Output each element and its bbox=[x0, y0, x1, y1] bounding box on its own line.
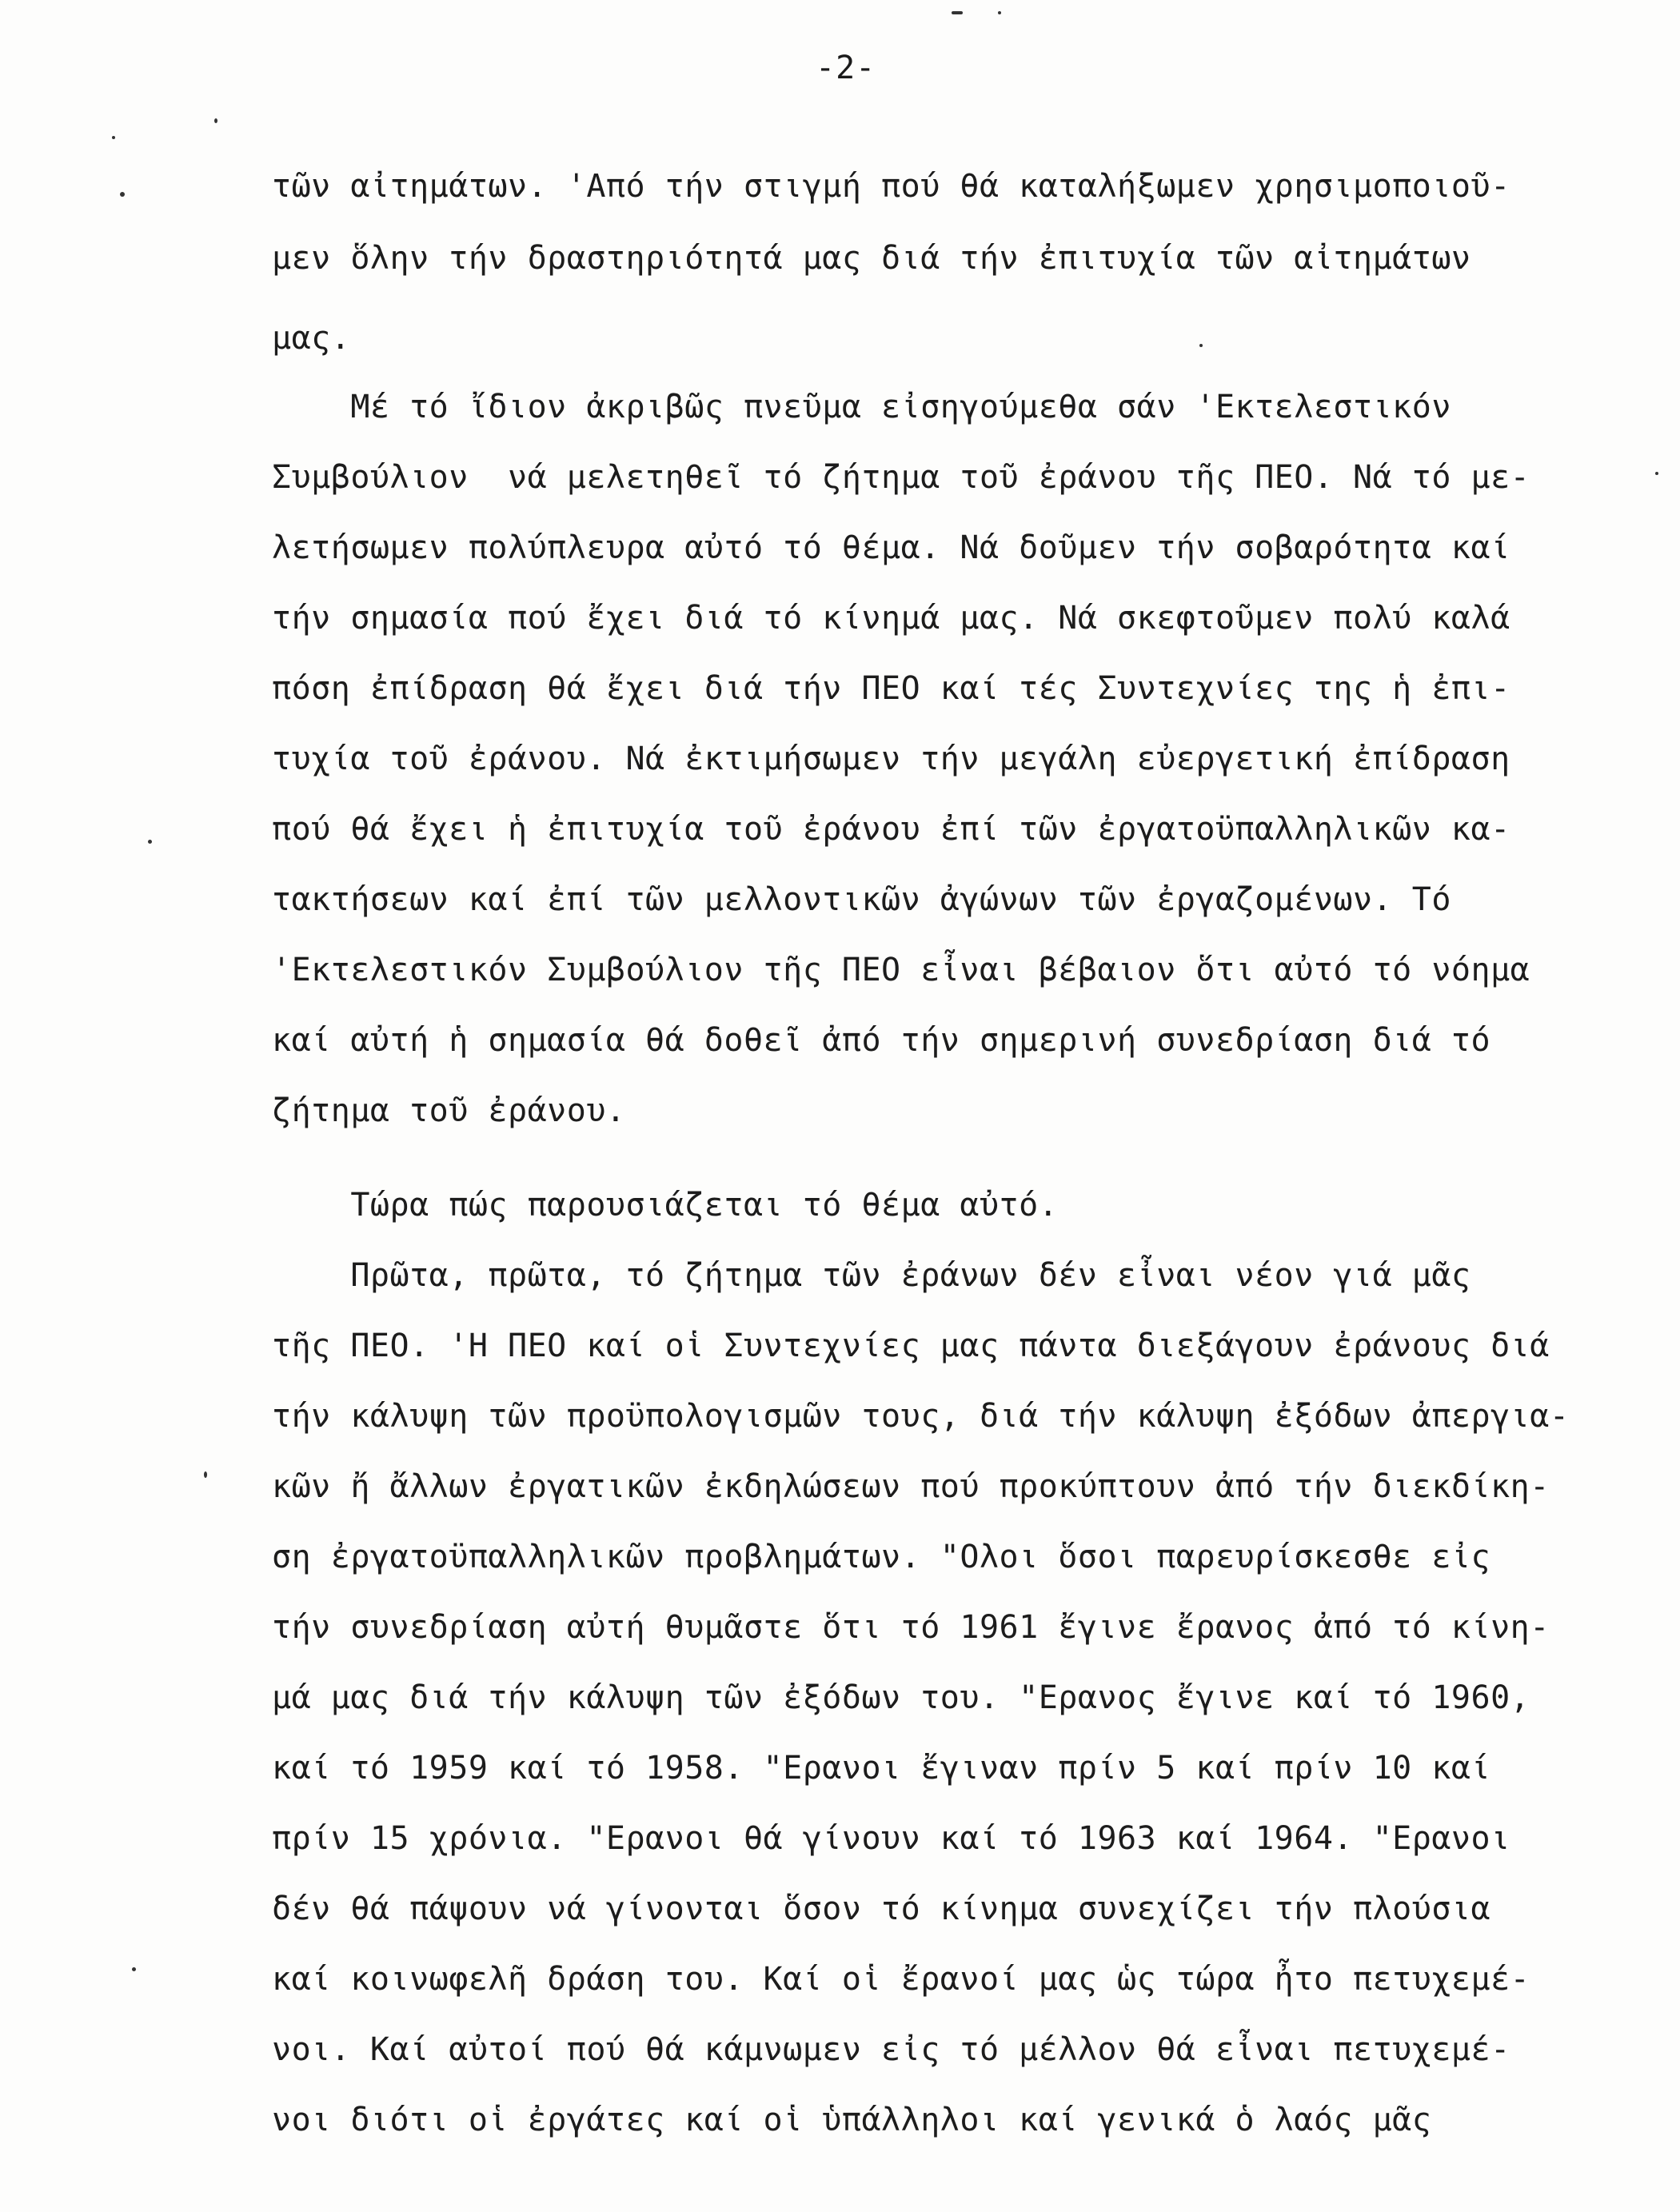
scan-speck bbox=[1199, 344, 1203, 347]
scan-speck bbox=[132, 1967, 136, 1971]
scan-speck bbox=[204, 1471, 207, 1478]
scan-speck bbox=[1655, 472, 1658, 475]
text-line: πού θά ἔχει ἡ ἐπιτυχία τοῦ ἐράνου ἐπί τῶν ἐργατοϋπαλληλικῶν κα- bbox=[272, 811, 1510, 848]
text-line: Συμβούλιον νά μελετηθεῖ τό ζήτημα τοῦ ἐράνου τῆς ΠΕΟ. Νά τό με- bbox=[272, 459, 1530, 496]
text-line: Τώρα πώς παρουσιάζεται τό θέμα αὐτό. bbox=[272, 1187, 1059, 1224]
scan-speck bbox=[112, 136, 115, 139]
text-line: ζήτημα τοῦ ἐράνου. bbox=[272, 1092, 626, 1129]
text-line: λετήσωμεν πολύπλευρα αὐτό τό θέμα. Νά δοῦμεν τήν σοβαρότητα καί bbox=[272, 529, 1510, 566]
text-line: τακτήσεων καί ἐπί τῶν μελλοντικῶν ἀγώνων τῶν ἐργαζομένων. Τό bbox=[272, 881, 1451, 918]
text-line: ση ἐργατοϋπαλληλικῶν προβλημάτων. "Ολοι ὅσοι παρευρίσκεσθε εἰς bbox=[272, 1539, 1491, 1575]
scan-speck bbox=[214, 118, 217, 123]
text-line: τήν κάλυψη τῶν προϋπολογισμῶν τους, διά τήν κάλυψη ἐξόδων ἀπεργια- bbox=[272, 1398, 1570, 1435]
text-line: μας. bbox=[272, 320, 351, 357]
text-line: καί κοινωφελῆ δράση του. Καί οἱ ἔρανοί μας ὡς τώρα ἦτο πετυχεμέ- bbox=[272, 1961, 1530, 1998]
text-line: μεν ὅλην τήν δραστηριότητά μας διά τήν ἐπιτυχία τῶν αἰτημάτων bbox=[272, 240, 1471, 277]
text-line: 'Εκτελεστικόν Συμβούλιον τῆς ΠΕΟ εἶναι βέβαιον ὅτι αὐτό τό νόημα bbox=[272, 952, 1530, 988]
text-line: τήν σημασία πού ἔχει διά τό κίνημά μας. Νά σκεφτοῦμεν πολύ καλά bbox=[272, 600, 1510, 637]
text-line: καί τό 1959 καί τό 1958. "Ερανοι ἔγιναν πρίν 5 καί πρίν 10 καί bbox=[272, 1750, 1491, 1787]
scan-speck bbox=[148, 840, 152, 844]
text-line: καί αὐτή ἡ σημασία θά δοθεῖ ἀπό τήν σημερινή συνεδρίαση διά τό bbox=[272, 1022, 1491, 1059]
text-line: πρίν 15 χρόνια. "Ερανοι θά γίνουν καί τό 1963 καί 1964. "Ερανοι bbox=[272, 1820, 1510, 1857]
text-line: νοι. Καί αὐτοί πού θά κάμνωμεν εἰς τό μέλλον θά εἶναι πετυχεμέ- bbox=[272, 2031, 1510, 2068]
page-number: -2- bbox=[816, 50, 876, 86]
text-line: τυχία τοῦ ἐράνου. Νά ἐκτιμήσωμεν τήν μεγάλη εὐεργετική ἐπίδραση bbox=[272, 741, 1510, 777]
text-line: κῶν ἤ ἄλλων ἐργατικῶν ἐκδηλώσεων πού προκύπτουν ἀπό τήν διεκδίκη- bbox=[272, 1468, 1550, 1505]
text-line: νοι διότι οἱ ἐργάτες καί οἱ ὑπάλληλοι καί γενικά ὁ λαός μᾶς bbox=[272, 2102, 1432, 2138]
text-line: Πρῶτα, πρῶτα, τό ζήτημα τῶν ἐράνων δέν εἶναι νέον γιά μᾶς bbox=[272, 1257, 1471, 1294]
text-line: πόση ἐπίδραση θά ἔχει διά τήν ΠΕΟ καί τές Συντεχνίες της ἡ ἐπι- bbox=[272, 670, 1510, 707]
text-line: τῆς ΠΕΟ. 'Η ΠΕΟ καί οἱ Συντεχνίες μας πάντα διεξάγουν ἐράνους διά bbox=[272, 1328, 1550, 1364]
text-line: τήν συνεδρίαση αὐτή θυμᾶστε ὅτι τό 1961 ἔγινε ἔρανος ἀπό τό κίνη- bbox=[272, 1609, 1550, 1646]
text-line: Μέ τό ἴδιον ἀκριβῶς πνεῦμα εἰσηγούμεθα σάν 'Εκτελεστικόν bbox=[272, 389, 1451, 425]
scan-speck bbox=[998, 11, 1001, 14]
text-line: μά μας διά τήν κάλυψη τῶν ἐξόδων του. "Ερανος ἔγινε καί τό 1960, bbox=[272, 1679, 1530, 1716]
text-line: δέν θά πάψουν νά γίνονται ὅσον τό κίνημα συνεχίζει τήν πλούσια bbox=[272, 1891, 1491, 1927]
scan-speck bbox=[952, 11, 963, 14]
scan-speck bbox=[120, 192, 125, 197]
text-line: τῶν αἰτημάτων. 'Από τήν στιγμή πού θά καταλήξωμεν χρησιμοποιοῦ- bbox=[272, 168, 1510, 205]
